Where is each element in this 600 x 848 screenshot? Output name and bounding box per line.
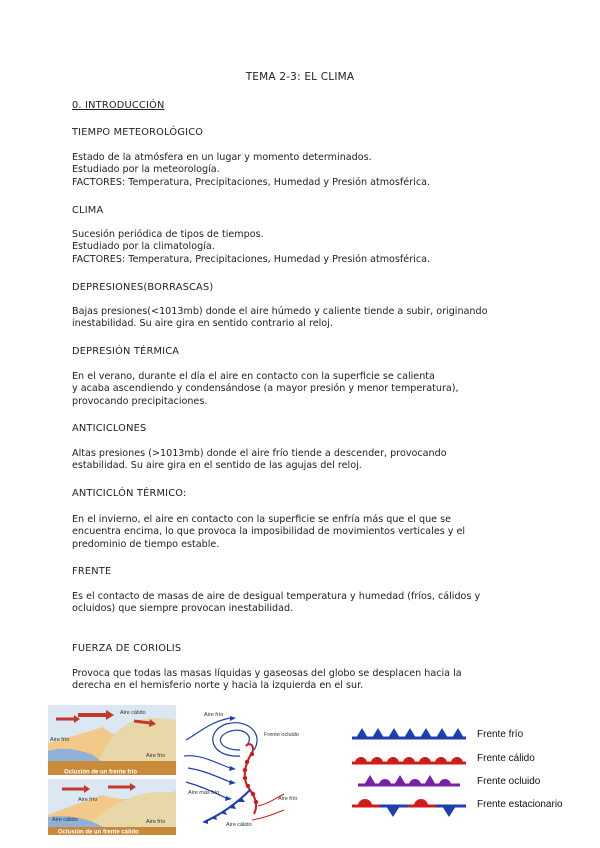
- occlusion-label: Aire frío: [146, 753, 166, 759]
- body-tiempo: Estado de la atmósfera en un lugar y momento determinados. Estudiado por la meteorología. FACTORES: Temperatura, Precipitaciones, Humedad y Presión atmosférica.: [72, 152, 431, 188]
- body-frente: Es el contacto de masas de aire de desigual temperatura y humedad (fríos, cálidos y ocluidos) que siempre provocan inestabilidad.: [72, 591, 481, 615]
- warm-front-symbol: [352, 757, 466, 763]
- body-clima: Sucesión periódica de tipos de tiempos. Estudiado por la climatología. FACTORES: Temperatura, Precipitaciones, Humedad y Presión atmosférica.: [72, 229, 431, 265]
- cyclone-label: Aire cálido: [226, 822, 252, 828]
- body-anticiclones: Altas presiones (>1013mb) donde el aire frío tiende a descender, provocando estabilidad. Su aire gira en el sentido de las agujas del reloj.: [72, 448, 447, 472]
- heading-tiempo: TIEMPO METEOROLÓGICO: [72, 127, 204, 138]
- body-depresion-termica: En el verano, durante el día el aire en contacto con la superficie se calienta y acaba ascendiendo y condensándose (a mayor presión y menor temperatura), provocando precipitaciones.: [72, 371, 459, 407]
- occlusion-label: Aire cálido: [52, 817, 78, 823]
- occlusion-label: Aire frío: [78, 797, 98, 803]
- occlusion-label: Aire frío: [146, 819, 166, 825]
- heading-anticiclon-termico: ANTICICLÓN TÉRMICO:: [72, 488, 187, 499]
- occlusion-bottom-caption: Oclusión de un frente cálido: [58, 829, 139, 835]
- occlusion-label: Aire cálido: [120, 710, 146, 716]
- heading-coriolis: FUERZA DE CORIOLIS: [72, 643, 182, 654]
- heading-depresiones: DEPRESIONES(BORRASCAS): [72, 282, 214, 293]
- heading-anticiclones: ANTICICLONES: [72, 423, 147, 434]
- document-title: TEMA 2-3: EL CLIMA: [245, 71, 355, 83]
- cold-front-symbol: [352, 728, 466, 738]
- occlusion-label: Aire frío: [50, 737, 70, 743]
- legend-label-frente-frio: Frente frío: [477, 729, 524, 740]
- heading-clima: CLIMA: [72, 205, 104, 216]
- cyclone-label: Aire frío: [278, 796, 298, 802]
- occlusion-fronts-figure: [48, 705, 176, 835]
- cyclone-label: Frente ocluido: [264, 732, 299, 738]
- legend-label-frente-ocluido: Frente ocluido: [477, 776, 541, 787]
- section-heading-introduccion: 0. INTRODUCCIÓN: [72, 100, 165, 111]
- cyclone-label: Aire más frío: [188, 790, 220, 796]
- occluded-front-symbol: [358, 775, 460, 785]
- body-depresiones: Bajas presiones(<1013mb) donde el aire húmedo y caliente tiende a subir, originando inestabilidad. Su aire gira en sentido contrario al reloj.: [72, 306, 488, 330]
- legend-label-frente-estacionario: Frente estacionario: [477, 799, 563, 810]
- heading-frente: FRENTE: [72, 566, 112, 577]
- stationary-front-symbol: [352, 799, 466, 817]
- legend-label-frente-calido: Frente cálido: [477, 753, 535, 764]
- body-coriolis: Provoca que todas las masas líquidas y gaseosas del globo se desplacen hacia la derecha en el hemisferio norte y hacia la izquierda en el sur.: [72, 668, 462, 692]
- front-symbols-legend: [350, 722, 468, 822]
- occlusion-top-caption: Oclusión de un frente frío: [64, 769, 138, 776]
- cyclone-label: Aire frío: [204, 712, 224, 718]
- cyclone-front-diagram: [180, 710, 315, 832]
- heading-depresion-termica: DEPRESIÓN TÉRMICA: [72, 346, 180, 357]
- body-anticiclon-termico: En el invierno, el aire en contacto con la superficie se enfría más que el que se encuentra encima, lo que provoca la imposibilidad de movimientos verticales y el predominio de tiempo estable.: [72, 514, 466, 550]
